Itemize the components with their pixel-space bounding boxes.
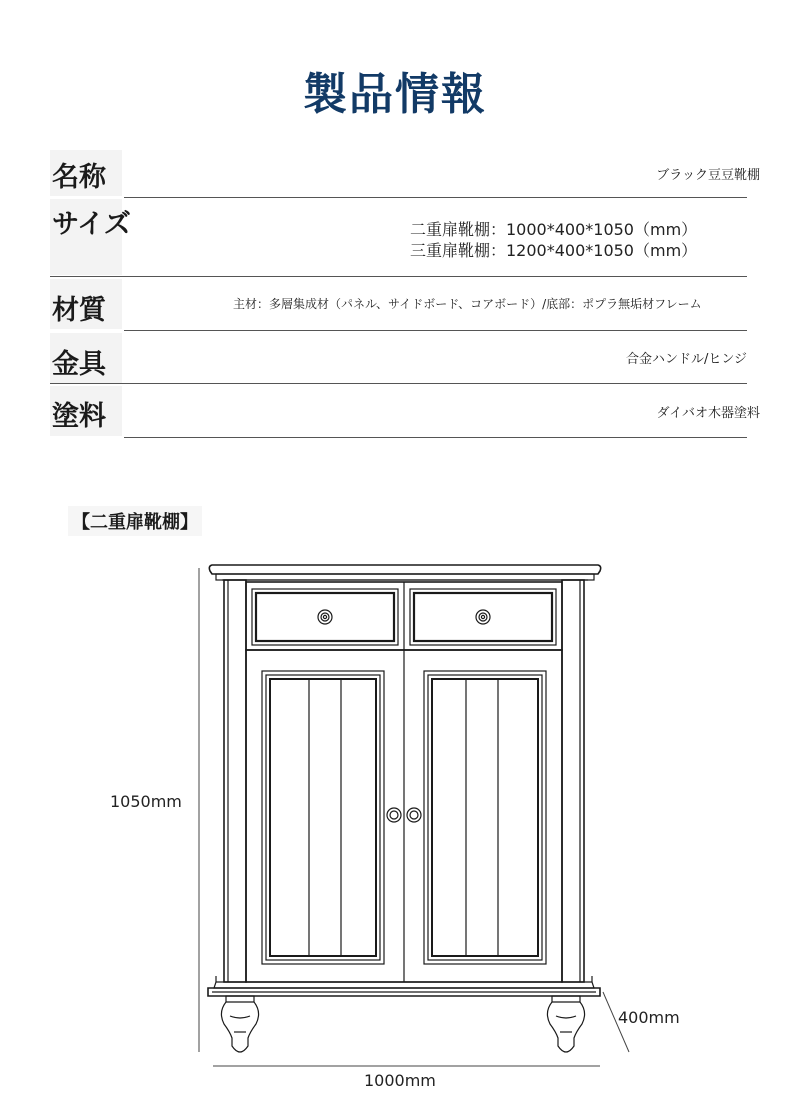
left-drawer [252,589,398,645]
cabinet-legs [221,996,584,1052]
spec-value-paint: ダイバオ木器塗料 [656,406,760,421]
height-dimension-label: 1050mm [110,792,182,811]
spec-label-material: 材質 [52,295,106,326]
dimension-lines [199,568,629,1066]
width-dimension-label: 1000mm [364,1071,436,1090]
left-door [262,671,384,964]
spec-label-size: サイズ [52,209,131,240]
spec-value-name: ブラック豆豆靴棚 [656,168,760,183]
spec-label-paint: 塗料 [52,401,106,432]
spec-value-size-line1: 二重扉靴棚：1000*400*1050（mm） [410,220,698,239]
door-frame [246,650,562,982]
spec-label-hardware: 金具 [52,349,106,380]
depth-dimension-label: 400mm [618,1008,680,1027]
spec-label-name: 名称 [52,162,106,193]
spec-value-material: 主材：多層集成材（パネル、サイドボード、コアボード）/底部：ポプラ無垢材フレーム [233,297,702,311]
section-heading: 【二重扉靴棚】 [68,506,202,536]
page-title: 製品情報 [303,69,487,120]
spec-value-size-line2: 三重扉靴棚：1200*400*1050（mm） [410,241,698,260]
spec-value-hardware: 合金ハンドル/ヒンジ [625,352,747,367]
cabinet-top [209,565,600,580]
right-drawer [410,589,556,645]
right-door [424,671,546,964]
